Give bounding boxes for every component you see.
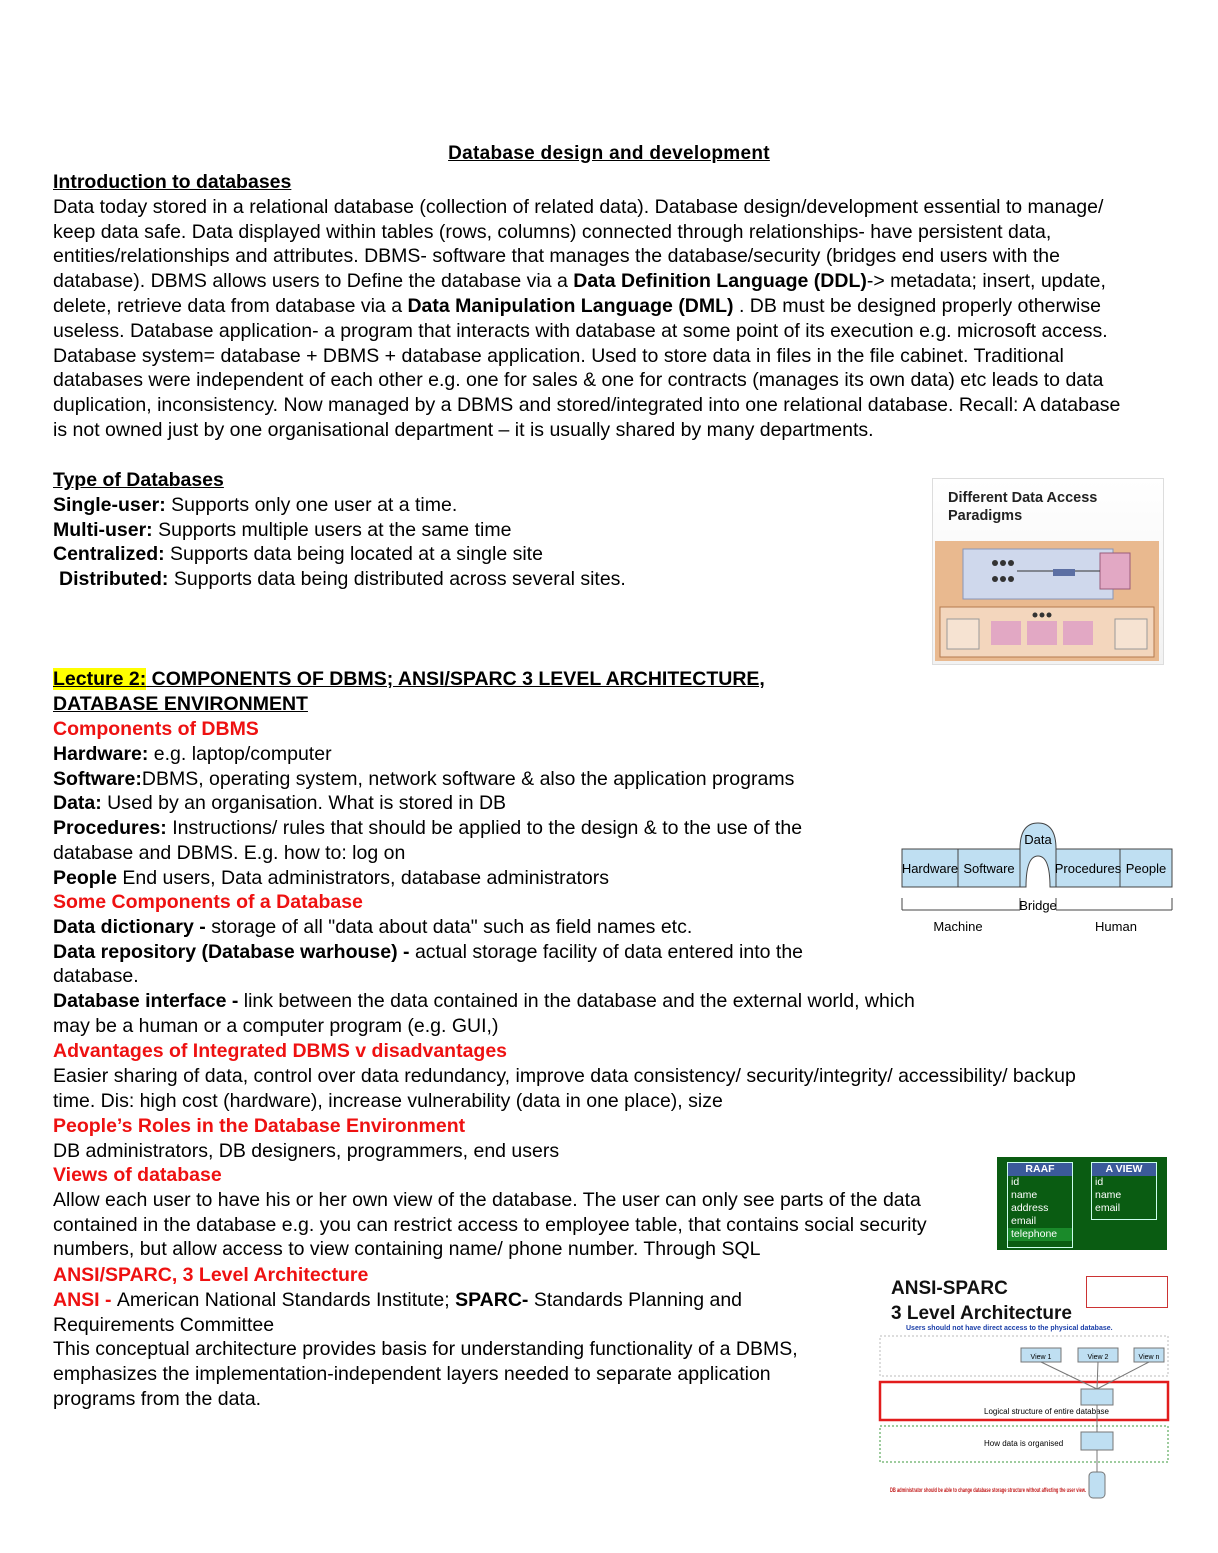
ddl-term: Data Definition Language (DDL) (573, 270, 867, 293)
people-label: People (1125, 861, 1167, 876)
some-component-item: Data repository (Database warhouse) - actual storage facility of data entered into the database. (53, 940, 804, 988)
roles-heading: People’s Roles in the Database Environment (53, 1115, 466, 1137)
ansi-definitions: ANSI - American National Standards Institute; SPARC- Standards Planning and Requirements Committee (53, 1288, 743, 1336)
bridge-label: Bridge (1019, 898, 1057, 913)
intro-text-2: -> metadata; insert, update, delete, retrieve data from database via a (53, 270, 1106, 317)
ansi-section (53, 1263, 828, 1412)
conceptual-label: Logical structure of entire database (984, 1407, 1109, 1416)
ansi-sparc-figure (876, 1270, 1172, 1510)
type-item: Centralized: Supports data being located at a single site (53, 543, 543, 566)
intro-heading: Introduction to databases (53, 171, 292, 193)
roles-section (53, 1114, 953, 1164)
page-title: Database design and development (448, 143, 770, 164)
views-right-table: A VIEW id name email (1091, 1162, 1157, 1220)
intro-text-1: Data today stored in a relational database (collection of related data). Database design/development essential to manage/ keep data safe. Data displayed within tables (rows, columns) connected through relationships- have persistent data, entities/relationships and attributes. DBMS- software that manages the database/security (bridges end users with the database). DBMS allows users to Define the database via a (53, 195, 1104, 293)
advantages-text: Easier sharing of data, control over data redundancy, improve data consistency/ security/integrity/ accessibility/ backup time. Dis: high cost (hardware), increase vulnerability (data in one place), size (53, 1064, 1076, 1112)
views-heading: Views of database (53, 1164, 222, 1186)
paradigms-diagram (935, 541, 1159, 661)
paradigms-title-line2: Paradigms (948, 508, 1023, 524)
intro-paragraph (53, 195, 1133, 443)
types-heading: Type of Databases (53, 469, 224, 491)
components-section (53, 717, 883, 891)
human-label: Human (1095, 919, 1137, 934)
roles-text: DB administrators, DB designers, programmers, end users (53, 1139, 560, 1162)
some-components-section (53, 890, 953, 1039)
components-heading: Components of DBMS (53, 718, 259, 740)
procedures-label: Procedures (1054, 861, 1122, 876)
ansi-figure-title-line2: 3 Level Architecture (891, 1303, 1072, 1324)
component-item: Hardware: e.g. laptop/computer (53, 742, 332, 765)
some-components-heading: Some Components of a Database (53, 891, 363, 913)
intro-text-3: . DB must be designed properly otherwise useless. Database application- a program that interacts with database at some point of its execution e.g. microsoft access. Database system= database + DBMS + database application. Used to store data in files in the file cabinet. Traditional databases were independent of each other e.g. one for sales & one for contracts (manages its own data) etc leads to data duplication, inconsistency. Now managed by a DBMS and stored/integrated into one relational database. Recall: A database is not owned just by one organisational department – it is usually shared by many departments. (53, 294, 1121, 441)
data-label: Data (1024, 832, 1052, 847)
type-item: Multi-user: Supports multiple users at the same time (53, 518, 512, 541)
advantages-section (53, 1039, 1123, 1113)
ansi-heading: ANSI/SPARC, 3 Level Architecture (53, 1264, 369, 1286)
components-bridge-figure (898, 818, 1176, 938)
component-item: Procedures: Instructions/ rules that should be applied to the design & to the use of the database and DBMS. E.g. how to: log on (53, 817, 803, 864)
some-component-item: Database interface - link between the data contained in the database and the external world, which may be a human or a computer program (e.g. GUI,) (53, 990, 915, 1037)
some-component-item: Data dictionary - storage of all "data about data" such as field names etc. (53, 915, 693, 938)
machine-label: Machine (933, 919, 983, 934)
component-item: Data: Used by an organisation. What is stored in DB (53, 792, 507, 815)
lecture-heading: Lecture 2: COMPONENTS OF DBMS; ANSI/SPARC 3 LEVEL ARCHITECTURE, DATABASE ENVIRONMENT (53, 668, 765, 715)
ansi-levels-diagram (876, 1334, 1172, 1510)
ansi-figure-footer: DB administrator should be able to change database storage structure without affecting the user view. (890, 1487, 1087, 1494)
ansi-text: This conceptual architecture provides basis for understanding functionality of a DBMS, emphasizes the implementation-independent layers needed to separate application programs from the data. (53, 1338, 798, 1410)
ansi-figure-note: Users should not have direct access to the physical database. (906, 1325, 1113, 1332)
views-section (53, 1163, 978, 1262)
types-section (53, 468, 913, 592)
type-item: Single-user: Supports only one user at a time. (53, 493, 458, 516)
component-item: People End users, Data administrators, database administrators (53, 866, 609, 889)
views-text: Allow each user to have his or her own view of the database. The user can only see parts of the data contained in the database e.g. you can restrict access to employee table, that contains social security numbers, but allow access to view containing name/ phone number. Through SQL (53, 1188, 927, 1261)
intro-section (53, 170, 1133, 443)
views-left-table: RAAF id name address email telephone (1007, 1162, 1073, 1248)
view-box-2: View 2 (1087, 1354, 1109, 1361)
software-label: Software (963, 861, 1015, 876)
dml-term: Data Manipulation Language (DML) (407, 294, 734, 317)
data-access-paradigms-figure (932, 478, 1162, 663)
ansi-figure-title-line1: ANSI-SPARC (891, 1278, 1008, 1299)
advantages-heading: Advantages of Integrated DBMS v disadvantages (53, 1040, 508, 1062)
type-item: Distributed: Supports data being distributed across several sites. (59, 568, 626, 591)
view-box-1: View 1 (1030, 1354, 1052, 1361)
view-box-n: View n (1138, 1354, 1160, 1361)
component-item: Software:DBMS, operating system, network software & also the application programs (53, 767, 795, 790)
internal-label: How data is organised (984, 1439, 1064, 1448)
views-figure (997, 1157, 1167, 1250)
paradigms-title-line1: Different Data Access (948, 490, 1098, 506)
lecture-label: Lecture 2: (53, 668, 147, 690)
hardware-label: Hardware (901, 861, 959, 876)
